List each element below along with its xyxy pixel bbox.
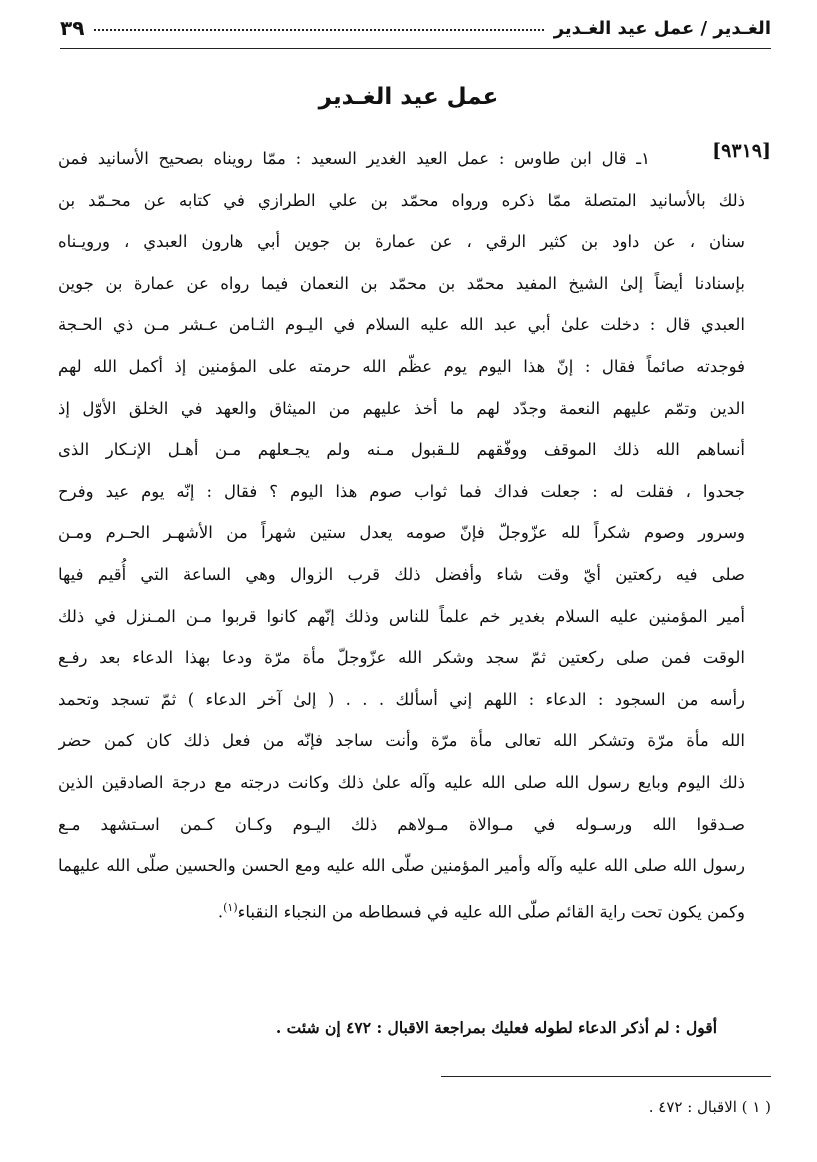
text-line: وكمن يكون تحت راية القائم صلّى الله عليه في فسطاطه من النجباء النقباء <box>237 902 745 922</box>
end-mark: . <box>217 902 224 922</box>
text-line: الدين وتمّم عليهم النعمة وجدّد لهم ما أخذ عليهم من الميثاق والعهد في الخلق الأوّل إذ <box>58 398 745 418</box>
page-number: ٣٩ <box>60 16 85 40</box>
footnote-ref[interactable]: (١) <box>223 900 238 914</box>
hadith-number: [٩٣١٩] <box>712 140 771 162</box>
text-line: أمير المؤمنين عليه السلام بغدير خم علماً للناس وذلك إنّهم كانوا قربوا مـن المـنزل في ذلك <box>58 606 745 626</box>
text-line: رسول الله صلى الله عليه وآله وأمير المؤمنين صلّى الله عليه ومع الحسن والحسين صلّى الله عليهما <box>58 856 745 876</box>
text-line: ذلك اليوم وبايع رسول الله صلى الله عليه وآله علىٰ ذلك وكانت درجته مع درجة الصادقين الذين <box>58 772 745 792</box>
text-line: أنساهم الله ذلك الموقف ووفّقهم للـقبول مـنه ولم يجـعلهم مـن أهـل الإنـكار الذى <box>58 440 745 460</box>
text-line: وسرور وصوم شكراً لله عزّوجلّ فإنّ صومه يعدل ستين شهراً من الأشهـر الحـرم ومـن <box>58 523 745 543</box>
text-line: صـدقوا الله ورسـوله في مـوالاة مـولاهم ذلك اليـوم وكـان كـمن اسـتشهد مـع <box>58 814 745 834</box>
text-line: صلى فيه ركعتين أيّ وقت شاء وأفضل ذلك قرب الزوال وهي الساعة التي أُقيم فيها <box>58 564 745 584</box>
text-line: ١ـ قال ابن طاوس : عمل العيد الغدير السعيد : ممّا رويناه بصحيح الأسانيد فمن <box>58 149 650 168</box>
page-header <box>60 8 771 49</box>
text-line: فوجدته صائماً فقال : إنّ هذا اليوم يوم عظّم الله حرمته على المؤمنين إذ أكمل الله لهم <box>58 356 745 376</box>
text-line: سنان ، عن داود بن كثير الرقي ، عن عمارة بن جوين أبي هارون العبدي ، ورويـناه <box>58 232 745 252</box>
text-line-last <box>58 887 745 929</box>
running-title: الغـدير / عمل عيد الغـدير <box>553 17 771 39</box>
footnote: ( ١ ) الاقبال : ٤٧٢ . <box>648 1098 771 1116</box>
text-line: الله مأة مرّة وتشكر الله تعالى مأة مرّة وأنت ساجد فإنّه من فعل ذلك كان كمن حضر <box>58 731 745 751</box>
text-line: العبدي قال : دخلت علىٰ أبي عبد الله عليه السلام في اليـوم الثـامن عـشر مـن ذي الحـجة <box>58 315 745 335</box>
text-line: ذلك بالأسانيد المتصلة ممّا ذكره ورواه محمّد بن علي الطرازي في كتابه عن محـمّد بن <box>58 190 745 210</box>
footnote-divider <box>441 1076 771 1077</box>
text-line: الوقت فمن صلى ركعتين ثمّ سجد وشكر الله عزّوجلّ مأة مرّة ودعا بهذا الدعاء بعد رفـع <box>58 648 745 668</box>
author-comment: أقول : لم أذكر الدعاء لطوله فعليك بمراجعة الاقبال : ٤٧٢ إن شئت . <box>275 1018 717 1037</box>
text-line: جحدوا ، فقلت له : جعلت فداك فما ثواب صوم هذا اليوم ؟ فقال : إنّه يوم عيد وفرح <box>58 481 745 501</box>
section-title: عمل عيد الغـدير <box>318 84 499 110</box>
header-leader-dots <box>94 19 543 31</box>
text-line: بإسنادنا أيضاً إلىٰ الشيخ المفيد محمّد بن محمّد بن النعمان فيما رواه عن عمارة بن جوين <box>58 273 745 293</box>
hadith-body <box>58 138 745 928</box>
text-line: رأسه من السجود : الدعاء : اللهم إني أسألك . . . ( إلىٰ آخر الدعاء ) ثمّ تسجد وتحمد <box>58 689 745 709</box>
